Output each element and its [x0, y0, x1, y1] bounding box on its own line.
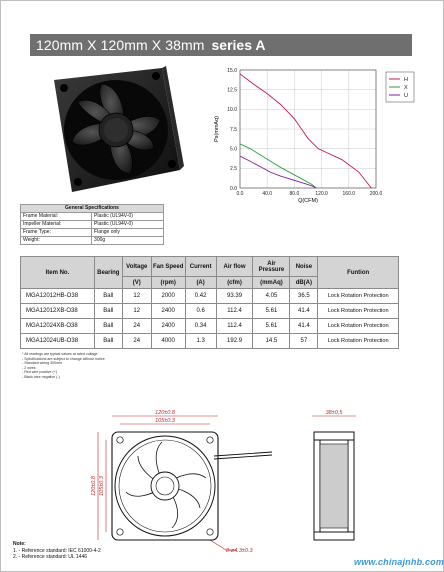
cell-pressure: 5.61 [253, 304, 290, 319]
col-header-airflow: Air flow [216, 257, 253, 277]
spec-label: Impeller Material: [21, 221, 92, 229]
cell-item: MGA12012HB-O38 [21, 289, 95, 304]
spec-footnotes [22, 352, 105, 380]
spec-value: Plastic (UL94V-0) [92, 213, 164, 221]
cell-pressure: 14.5 [253, 334, 290, 349]
footnote-line: - Standard wiring 300mm [22, 361, 63, 366]
col-header-current: Current [185, 257, 216, 277]
cell-function: Lock Rotation Protection [318, 304, 399, 319]
x-tick-label: 80.0 [289, 191, 300, 197]
unit-speed: (rpm) [151, 277, 185, 289]
cell-voltage: 24 [122, 334, 151, 349]
dim-hole-height: 105±0.3 [99, 476, 105, 496]
x-tick-label: 160.0 [342, 191, 356, 197]
cell-current: 0.42 [185, 289, 216, 304]
cell-airflow: 112.4 [216, 319, 253, 334]
footnote-line: - Specifications are subject to change without notice [22, 356, 105, 361]
series-line-x [240, 144, 316, 188]
legend-label-h: H [404, 77, 408, 83]
dim-outer-height: 120±0.8 [91, 476, 97, 496]
spec-value: Plastic (UL94V-0) [92, 221, 164, 229]
col-header-bearing: Bearing [94, 257, 122, 289]
table-row [21, 319, 399, 334]
cell-voltage: 12 [122, 289, 151, 304]
cell-airflow: 192.9 [216, 334, 253, 349]
cell-bearing: Ball [94, 304, 122, 319]
cell-current: 1.3 [185, 334, 216, 349]
col-header-speed: Fan Speed [151, 257, 185, 277]
dim-mount-holes: 8-ø4.3±0.3 [226, 548, 253, 554]
chart-legend [386, 72, 414, 102]
unit-pressure: (mmAq) [253, 277, 290, 289]
series-line-h [240, 74, 371, 188]
col-header-pressure: Air Pressure [253, 257, 290, 277]
dim-hole-width: 105±0.3 [155, 418, 175, 424]
x-tick-label: 120.0 [315, 191, 328, 197]
cell-bearing: Ball [94, 319, 122, 334]
x-tick-label: 40.0 [262, 191, 273, 197]
y-tick-label: 5.0 [230, 146, 237, 153]
footnote-line: - Red wire positive (+) [22, 370, 58, 375]
spec-label: Weight: [21, 237, 92, 245]
cell-function: Lock Rotation Protection [318, 334, 399, 349]
cell-voltage: 24 [122, 319, 151, 334]
cell-airflow: 112.4 [216, 304, 253, 319]
pq-curve-chart [208, 62, 428, 212]
chart-x-axis-label: Q(CFM) [298, 198, 318, 204]
col-header-item: Item No. [21, 257, 95, 289]
table-row [21, 289, 399, 304]
cell-bearing: Ball [94, 289, 122, 304]
y-tick-label: 10.0 [227, 107, 237, 114]
table-row [21, 334, 399, 349]
chart-y-axis-label: Ps(mmAq) [214, 116, 220, 142]
cell-bearing: Ball [94, 334, 122, 349]
series-line-u [240, 156, 316, 188]
cell-noise: 36.5 [290, 289, 318, 304]
col-header-noise: Noise [290, 257, 318, 277]
spec-row [21, 213, 164, 221]
cell-pressure: 4.05 [253, 289, 290, 304]
front-view-drawing [86, 404, 276, 556]
cell-function: Lock Rotation Protection [318, 289, 399, 304]
spec-table-title: General Specifications [21, 205, 164, 213]
footnote-line: - Black wire negative (-) [22, 374, 60, 379]
spec-value: Flange only [92, 229, 164, 237]
cell-voltage: 12 [122, 304, 151, 319]
title-bar [30, 34, 412, 56]
unit-noise: dB(A) [290, 277, 318, 289]
cell-current: 0.6 [185, 304, 216, 319]
cell-noise: 57 [290, 334, 318, 349]
cell-item: MGA12024UB-O38 [21, 334, 95, 349]
legend-label-u: U [404, 93, 408, 99]
unit-current: (A) [185, 277, 216, 289]
footnote-line: * All readings are typical values at rated voltage [22, 352, 98, 356]
cell-current: 0.34 [185, 319, 216, 334]
spec-row [21, 229, 164, 237]
side-view-drawing [296, 404, 372, 556]
series-name: series A [211, 37, 266, 53]
legend-label-x: X [404, 85, 408, 91]
model-specifications-table [20, 256, 399, 349]
spec-value: 300g [92, 237, 164, 245]
footnote-line: - 2 wires [22, 365, 36, 370]
x-tick-label: 200.0 [369, 191, 383, 197]
product-dimensions-title: 120mm X 120mm X 38mm [36, 37, 205, 53]
dim-depth: 38±0.5 [325, 410, 343, 416]
spec-label: Frame Type: [21, 229, 92, 237]
unit-voltage: (V) [122, 277, 151, 289]
y-tick-label: 12.5 [227, 87, 237, 94]
chart-axes [227, 68, 382, 197]
spec-row [21, 237, 164, 245]
dim-outer-width: 120±0.8 [155, 410, 175, 416]
col-header-voltage: Voltage [122, 257, 151, 277]
cell-pressure: 5.61 [253, 319, 290, 334]
cell-speed: 2400 [151, 304, 185, 319]
cell-item: MGA12024XB-O38 [21, 319, 95, 334]
y-tick-label: 7.5 [230, 126, 237, 133]
y-tick-label: 0.0 [230, 185, 237, 192]
cell-speed: 2400 [151, 319, 185, 334]
y-tick-label: 15.0 [227, 67, 237, 74]
spec-label: Frame Material: [21, 213, 92, 221]
cell-item: MGA12012XB-O38 [21, 304, 95, 319]
note-line: 2. - Reference standard: UL 1446 [13, 554, 88, 560]
cell-noise: 41.4 [290, 304, 318, 319]
general-specifications-table [20, 204, 164, 245]
y-tick-label: 2.5 [230, 166, 237, 173]
fan-product-image [34, 62, 186, 202]
website-watermark: www.chinajnhb.com [354, 557, 444, 567]
cell-speed: 4000 [151, 334, 185, 349]
table-row [21, 304, 399, 319]
note-line: 1. - Reference standard: IEC 61000-4-2 [13, 547, 101, 554]
unit-airflow: (cfm) [216, 277, 253, 289]
chart-series [240, 74, 371, 188]
cell-function: Lock Rotation Protection [318, 319, 399, 334]
spec-row [21, 221, 164, 229]
note-heading: Note: [13, 541, 26, 547]
reference-note [13, 541, 101, 561]
x-tick-label: 0.0 [236, 191, 244, 197]
col-header-function: Funtion [318, 257, 399, 289]
cell-noise: 41.4 [290, 319, 318, 334]
cell-speed: 2000 [151, 289, 185, 304]
cell-airflow: 93.39 [216, 289, 253, 304]
